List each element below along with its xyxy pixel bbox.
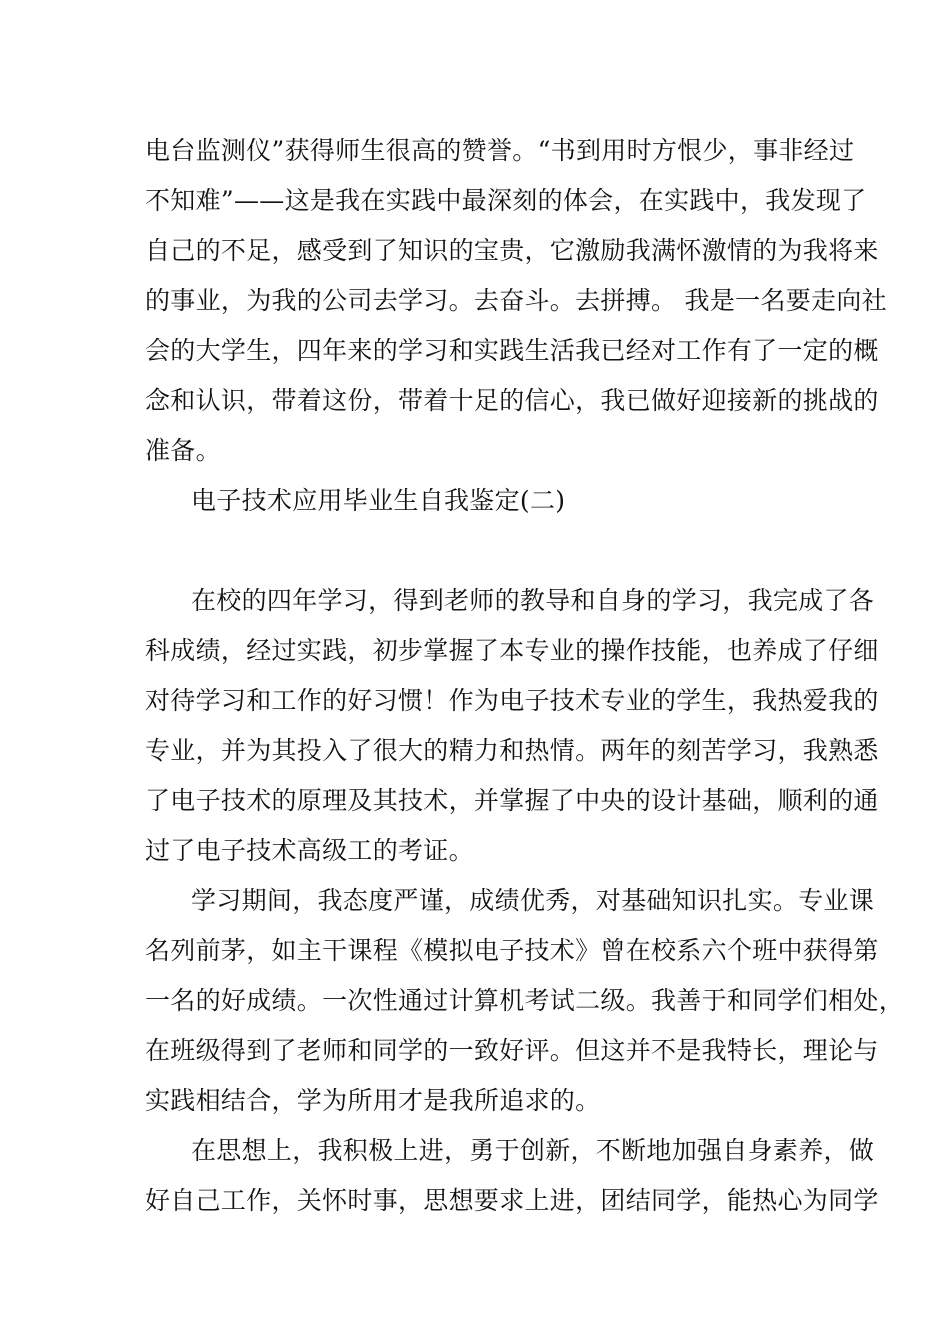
paragraph-line: 过了电子技术高级工的考证。 — [145, 836, 474, 865]
paragraph-line: 准备。 — [145, 436, 221, 465]
paragraph-line: 对待学习和工作的好习惯！作为电子技术专业的学生，我热爱我的 — [145, 686, 879, 715]
paragraph-line: 了电子技术的原理及其技术，并掌握了中央的设计基础，顺利的通 — [145, 786, 879, 815]
paragraph-line: 电台监测仪”获得师生很高的赞誉。“书到用时方恨少，事非经过 — [145, 136, 855, 165]
paragraph-line: 会的大学生，四年来的学习和实践生活我已经对工作有了一定的概 — [145, 336, 879, 365]
paragraph-line: 在思想上，我积极上进，勇于创新，不断地加强自身素养，做 — [191, 1136, 875, 1165]
paragraph-line: 在校的四年学习，得到老师的教导和自身的学习，我完成了各 — [191, 586, 875, 615]
paragraph-line: 实践相结合，学为所用才是我所追求的。 — [145, 1086, 601, 1115]
paragraph-line: 的事业，为我的公司去学习。去奋斗。去拼搏。 我是一名要走向社 — [145, 286, 887, 315]
paragraph-line: 学习期间，我态度严谨，成绩优秀，对基础知识扎实。专业课 — [191, 886, 875, 915]
paragraph-line: 不知难”——这是我在实践中最深刻的体会，在实践中，我发现了 — [145, 186, 867, 215]
paragraph-line: 好自己工作，关怀时事，思想要求上进，团结同学，能热心为同学 — [145, 1186, 879, 1215]
paragraph-line: 一名的好成绩。一次性通过计算机考试二级。我善于和同学们相处， — [145, 986, 905, 1015]
paragraph-line: 名列前茅，如主干课程《模拟电子技术》曾在校系六个班中获得第 — [145, 936, 879, 965]
paragraph-line: 自己的不足，感受到了知识的宝贵，它激励我满怀激情的为我将来 — [145, 236, 879, 265]
paragraph-line: 专业，并为其投入了很大的精力和热情。两年的刻苦学习，我熟悉 — [145, 736, 879, 765]
paragraph-line: 念和认识，带着这份，带着十足的信心，我已做好迎接新的挑战的 — [145, 386, 879, 415]
section-title: 电子技术应用毕业生自我鉴定(二) — [191, 486, 566, 515]
paragraph-line: 科成绩，经过实践，初步掌握了本专业的操作技能，也养成了仔细 — [145, 636, 879, 665]
paragraph-line: 在班级得到了老师和同学的一致好评。但这并不是我特长，理论与 — [145, 1036, 879, 1065]
